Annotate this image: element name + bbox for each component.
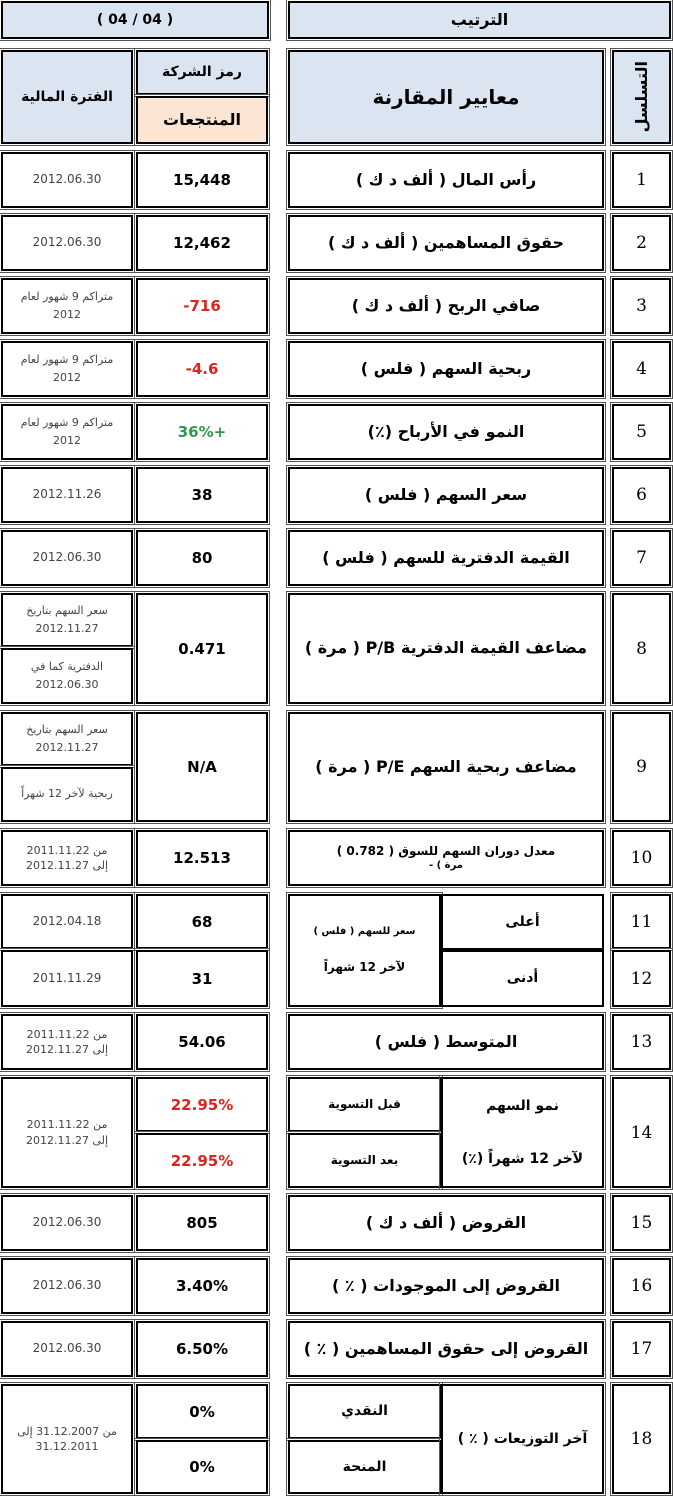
row-8-period-a: سعر السهم بتاريخ 2012.11.27 (1, 593, 133, 647)
row-12-label: أدنى (441, 950, 604, 1007)
row-14-value-a: 22.95% (136, 1077, 268, 1132)
row-17-value: 6.50% (136, 1321, 268, 1377)
row-3-value: -716 (136, 278, 268, 334)
row-14-sub-a: قبل التسوية (288, 1077, 441, 1132)
serial-header (612, 50, 671, 144)
row-6-label: سعر السهم ( فلس ) (288, 467, 604, 523)
row-8-label: مضاعف القيمة الدفترية P/B ( مرة ) (288, 593, 604, 704)
row-12-period: 2011.11.29 (1, 950, 133, 1007)
row-18-sub-b: المنحة (288, 1440, 441, 1494)
row-11-number: 11 (612, 894, 671, 949)
serial-label: التسلسل (632, 61, 651, 133)
row-7-label: القيمة الدفترية للسهم ( فلس ) (288, 530, 604, 586)
row-2-value: 12,462 (136, 215, 268, 271)
row-8-number: 8 (612, 593, 671, 704)
row-9-label: مضاعف ربحية السهم P/E ( مرة ) (288, 712, 604, 822)
row-5-value: 36%+ (136, 404, 268, 460)
row-11-label: أعلى (441, 894, 604, 950)
row-14-value-b: 22.95% (136, 1133, 268, 1188)
row-4-value: -4.6 (136, 341, 268, 397)
row-13-period: من 2011.11.22 إلى 2012.11.27 (1, 1014, 133, 1070)
row-11-period: 2012.04.18 (1, 894, 133, 949)
row-12-value: 31 (136, 950, 268, 1007)
row-2-number: 2 (612, 215, 671, 271)
row-6-value: 38 (136, 467, 268, 523)
row-3-number: 3 (612, 278, 671, 334)
row-15-period: 2012.06.30 (1, 1195, 133, 1251)
row-4-period: متراكم 9 شهور لعام 2012 (1, 341, 133, 397)
row-4-number: 4 (612, 341, 671, 397)
row-14-period: من 2011.11.22 إلى 2012.11.27 (1, 1077, 133, 1188)
price-group-label: سعر للسهم ( فلس ) لآخر 12 شهراً (288, 894, 441, 1007)
row-5-number: 5 (612, 404, 671, 460)
row-16-value: 3.40% (136, 1258, 268, 1314)
row-10-period: من 2011.11.22 إلى 2012.11.27 (1, 830, 133, 886)
row-3-label: صافي الربح ( ألف د ك ) (288, 278, 604, 334)
symbol-label: رمز الشركة (162, 64, 242, 81)
row-14-sub-b: بعد التسوية (288, 1133, 441, 1188)
row-18-label: آخر التوزيعات ( ٪ ) (441, 1384, 604, 1494)
row-4-label: ربحية السهم ( فلس ) (288, 341, 604, 397)
row-18-number: 18 (612, 1384, 671, 1494)
row-18-period: من 31.12.2007 إلى 31.12.2011 (1, 1384, 133, 1494)
row-11-value: 68 (136, 894, 268, 949)
company-code-header (1, 1, 269, 39)
period-label: الفترة المالية (21, 88, 113, 105)
row-2-period: 2012.06.30 (1, 215, 133, 271)
row-9-value: N/A (136, 712, 268, 822)
period-header (1, 50, 133, 144)
row-13-number: 13 (612, 1014, 671, 1070)
row-6-period: 2012.11.26 (1, 467, 133, 523)
criteria-header (288, 50, 604, 144)
row-17-period: 2012.06.30 (1, 1321, 133, 1377)
row-5-label: النمو في الأرباح (٪) (288, 404, 604, 460)
symbol-header (136, 50, 268, 95)
row-9-period-a: سعر السهم بتاريخ 2012.11.27 (1, 712, 133, 766)
row-15-number: 15 (612, 1195, 671, 1251)
row-17-number: 17 (612, 1321, 671, 1377)
row-3-period: متراكم 9 شهور لعام 2012 (1, 278, 133, 334)
row-16-number: 16 (612, 1258, 671, 1314)
row-9-period-b: ربحية لآخر 12 شهراً (1, 767, 133, 822)
company-code: ( 04 / 04 ) (96, 12, 174, 28)
row-15-label: القروض ( ألف د ك ) (288, 1195, 604, 1251)
row-10-value: 12.513 (136, 830, 268, 886)
row-10-number: 10 (612, 830, 671, 886)
row-1-period: 2012.06.30 (1, 152, 133, 208)
company-name: المنتجعات (163, 109, 241, 129)
row-18-sub-a: النقدي (288, 1384, 441, 1439)
row-6-number: 6 (612, 467, 671, 523)
row-14-label: نمو السهم لآخر 12 شهراً (٪) (441, 1077, 604, 1188)
ranking-header (288, 1, 671, 39)
row-1-number: 1 (612, 152, 671, 208)
row-17-label: القروض إلى حقوق المساهمين ( ٪ ) (288, 1321, 604, 1377)
row-13-label: المتوسط ( فلس ) (288, 1014, 604, 1070)
criteria-label: معايير المقارنة (372, 85, 520, 109)
row-1-label: رأس المال ( ألف د ك ) (288, 152, 604, 208)
ranking-label: الترتيب (450, 9, 509, 29)
row-7-period: 2012.06.30 (1, 530, 133, 586)
row-14-number: 14 (612, 1077, 671, 1188)
company-name-cell (136, 96, 268, 144)
row-16-label: القروض إلى الموجودات ( ٪ ) (288, 1258, 604, 1314)
row-13-value: 54.06 (136, 1014, 268, 1070)
row-1-value: 15,448 (136, 152, 268, 208)
row-8-period-b: الدفترية كما في 2012.06.30 (1, 648, 133, 704)
row-7-number: 7 (612, 530, 671, 586)
row-9-number: 9 (612, 712, 671, 822)
row-5-period: متراكم 9 شهور لعام 2012 (1, 404, 133, 460)
row-18-value-b: 0% (136, 1440, 268, 1494)
row-18-value-a: 0% (136, 1384, 268, 1439)
row-15-value: 805 (136, 1195, 268, 1251)
row-16-period: 2012.06.30 (1, 1258, 133, 1314)
row-12-number: 12 (612, 950, 671, 1007)
row-8-value: 0.471 (136, 593, 268, 704)
row-7-value: 80 (136, 530, 268, 586)
row-10-label: معدل دوران السهم للسوق ( 0.782 ) مرة ) - (288, 830, 604, 886)
row-2-label: حقوق المساهمين ( ألف د ك ) (288, 215, 604, 271)
